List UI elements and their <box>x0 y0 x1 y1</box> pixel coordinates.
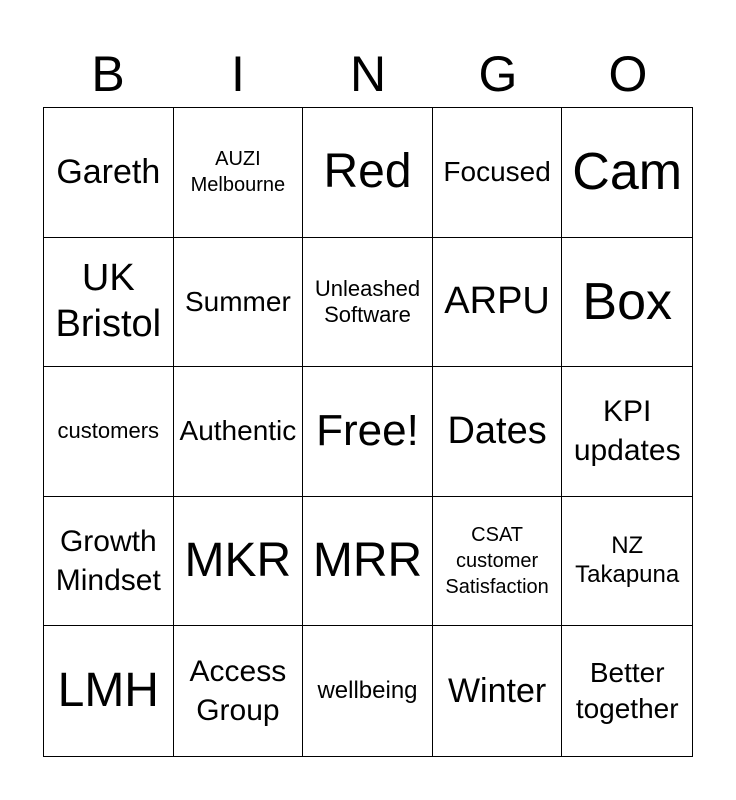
header-letter-n: N <box>349 46 387 102</box>
bingo-cell[interactable] <box>562 497 692 627</box>
bingo-cell[interactable] <box>303 367 433 497</box>
header-letter-o: O <box>608 46 648 102</box>
cell-text: customers <box>57 418 160 444</box>
bingo-cell[interactable] <box>303 626 433 756</box>
cell-text: Winter <box>447 671 547 710</box>
bingo-cell[interactable] <box>44 238 174 368</box>
header-letter-b: B <box>91 46 125 102</box>
bingo-cell[interactable] <box>303 108 433 238</box>
bingo-cell[interactable] <box>174 367 304 497</box>
bingo-cell[interactable] <box>433 497 563 627</box>
bingo-cell[interactable] <box>44 626 174 756</box>
bingo-cell[interactable] <box>433 367 563 497</box>
bingo-cell[interactable] <box>303 497 433 627</box>
bingo-cell[interactable] <box>44 497 174 627</box>
cell-text: ARPU <box>444 280 550 323</box>
cell-text: MRR <box>312 533 423 587</box>
bingo-cell[interactable] <box>174 497 304 627</box>
bingo-cell[interactable] <box>174 238 304 368</box>
cell-text: CSAT customer Satisfaction <box>445 524 549 599</box>
cell-text: Free! <box>316 406 419 456</box>
cell-text: wellbeing <box>317 676 418 704</box>
cell-text: UK Bristol <box>55 257 162 345</box>
bingo-cell[interactable] <box>562 367 692 497</box>
header-letter-g: G <box>478 46 518 102</box>
bingo-cell[interactable] <box>433 626 563 756</box>
cell-text: Summer <box>184 285 291 317</box>
cell-text: Gareth <box>56 152 161 191</box>
cell-text: Better together <box>575 656 679 725</box>
bingo-cell[interactable] <box>433 108 563 238</box>
cell-text: Growth Mindset <box>55 525 161 598</box>
cell-text: Red <box>323 144 412 198</box>
cell-text: Dates <box>447 409 547 452</box>
bingo-cell[interactable] <box>433 238 563 368</box>
bingo-cell[interactable] <box>174 108 304 238</box>
header-letter-i: I <box>231 46 245 102</box>
cell-text: Access Group <box>189 655 287 728</box>
cell-text: Cam <box>572 143 683 201</box>
cell-text: Box <box>582 272 672 331</box>
bingo-cell[interactable] <box>562 108 692 238</box>
bingo-cell[interactable] <box>303 238 433 368</box>
cell-text: KPI updates <box>573 395 681 468</box>
cell-text: AUZI Melbourne <box>190 148 286 197</box>
bingo-board <box>43 107 693 757</box>
bingo-cell[interactable] <box>562 626 692 756</box>
bingo-cell[interactable] <box>562 238 692 368</box>
cell-text: MKR <box>184 533 292 587</box>
bingo-cell[interactable] <box>44 108 174 238</box>
cell-text: LMH <box>57 663 159 717</box>
cell-text: NZ Takapuna <box>575 532 680 589</box>
bingo-header <box>43 40 693 108</box>
cell-text: Unleashed Software <box>314 275 421 327</box>
bingo-cell[interactable] <box>44 367 174 497</box>
cell-text: Focused <box>443 156 551 188</box>
cell-text: Authentic <box>179 415 297 447</box>
bingo-cell[interactable] <box>174 626 304 756</box>
